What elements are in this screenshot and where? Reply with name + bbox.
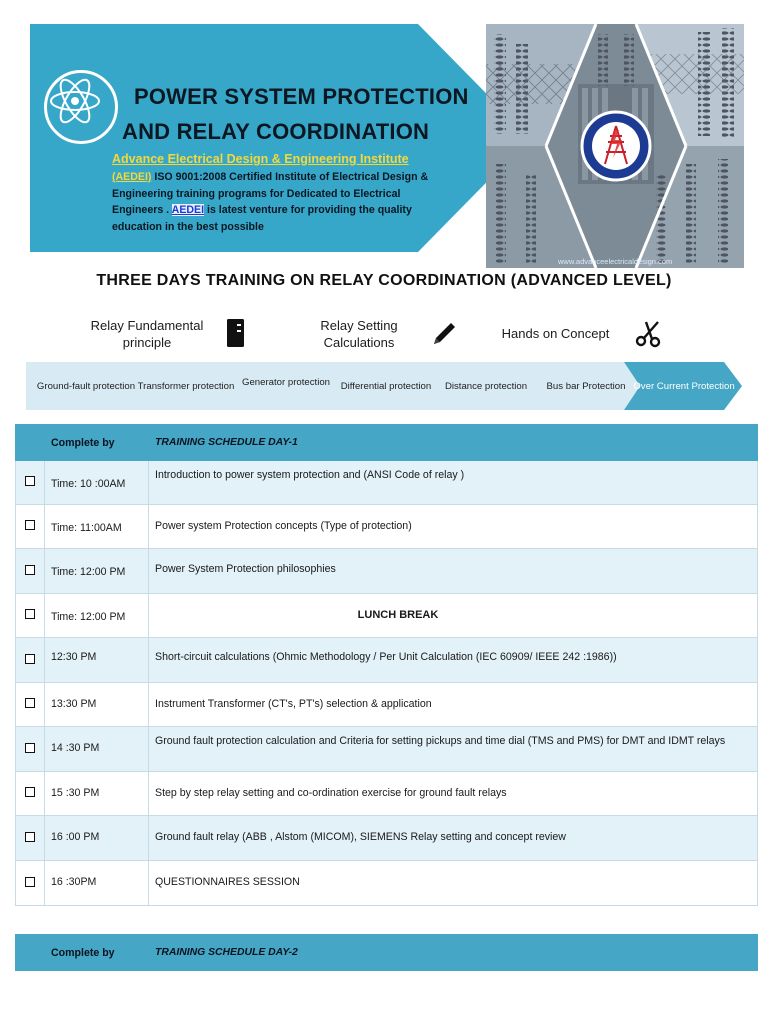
checkbox[interactable] (25, 520, 35, 530)
website-watermark: www.advanceelectricaldesign.com (558, 257, 673, 266)
pen-icon (430, 318, 460, 353)
table-header (16, 425, 758, 461)
table-row (16, 549, 758, 594)
topic-relay-setting: Relay Setting Calculations (320, 318, 398, 350)
schedule-table-day-2 (15, 934, 758, 971)
page-title-line-2: AND RELAY COORDINATION (122, 119, 430, 144)
table-row (16, 638, 758, 683)
aedei-abbr-link[interactable]: (AEDEI) (112, 171, 152, 183)
checkbox[interactable] (25, 565, 35, 575)
row-time: 12:30 PM (45, 638, 149, 683)
row-time: 16 :00 PM (45, 816, 149, 861)
process-label: Generator protection (242, 376, 330, 388)
table-row (16, 505, 758, 549)
institute-description (112, 169, 442, 235)
process-label: Ground-fault protection (36, 380, 136, 392)
row-description: QUESTIONNAIRES SESSION (149, 861, 758, 906)
complete-by-header: Complete by (45, 935, 149, 971)
scissors-icon (634, 318, 664, 353)
row-time: Time: 12:00 PM (45, 549, 149, 594)
table-row (16, 594, 758, 638)
row-description: Ground fault protection calculation and Criteria for setting pickups and time dial (TMS and PMS) for DMT and IDMT relays (149, 727, 758, 772)
table-row (16, 816, 758, 861)
table-row (16, 683, 758, 727)
row-time: 16 :30PM (45, 861, 149, 906)
aedei-link[interactable]: AEDEI (171, 204, 205, 216)
process-step-over-current (624, 362, 744, 410)
description-text-2: is latest venture for providing the quality education in the best possible (112, 204, 412, 233)
checkbox[interactable] (25, 609, 35, 619)
row-description: Short-circuit calculations (Ohmic Methodology / Per Unit Calculation (IEC 60909/ IEEE 242 :1986)) (149, 638, 758, 683)
process-label: Differential protection (340, 380, 432, 392)
schedule-title: TRAINING SCHEDULE DAY-1 (149, 425, 758, 461)
table-row (16, 727, 758, 772)
row-description: Introduction to power system protection and (ANSI Code of relay ) (149, 461, 758, 505)
row-description: Ground fault relay (ABB , Alstom (MICOM), SIEMENS Relay setting and concept review (149, 816, 758, 861)
table-row (16, 772, 758, 816)
table-header (16, 935, 758, 971)
table-row (16, 461, 758, 505)
row-time: 15 :30 PM (45, 772, 149, 816)
schedule-table-day-1 (15, 424, 758, 906)
complete-by-header: Complete by (45, 425, 149, 461)
process-label: Transformer protection (137, 380, 235, 392)
schedule-title: TRAINING SCHEDULE DAY-2 (149, 935, 758, 971)
lunch-break-label: LUNCH BREAK (357, 609, 439, 621)
checkbox[interactable] (25, 787, 35, 797)
checkbox[interactable] (25, 698, 35, 708)
row-description: Power system Protection concepts (Type of protection) (149, 505, 758, 549)
row-time: Time: 12:00 PM (45, 594, 149, 638)
description-text-1: ISO 9001:2008 Certified Institute of Electrical Design & Engineering training programs for Dedicated to Electrical Engineers . (112, 171, 429, 216)
checkbox[interactable] (25, 654, 35, 664)
row-time: 14 :30 PM (45, 727, 149, 772)
checkbox[interactable] (25, 743, 35, 753)
process-label: Distance protection (444, 380, 528, 392)
page-title-line-1: POWER SYSTEM PROTECTION (134, 84, 469, 109)
checkbox[interactable] (25, 832, 35, 842)
process-label: Bus bar Protection (546, 380, 626, 392)
checkbox[interactable] (25, 476, 35, 486)
row-time: Time: 10 :00AM (45, 461, 149, 505)
topic-relay-fundamental: Relay Fundamental principle (90, 318, 204, 350)
book-icon (226, 318, 246, 353)
atom-icon (44, 70, 118, 144)
process-label: Over Current Protection (633, 380, 735, 392)
table-row (16, 861, 758, 906)
institute-name-link[interactable]: Advance Electrical Design & Engineering Institute (112, 152, 409, 166)
checkbox[interactable] (25, 877, 35, 887)
substation-photo-collage (486, 24, 744, 268)
row-time: 13:30 PM (45, 683, 149, 727)
topic-hands-on: Hands on Concept (501, 326, 610, 341)
row-description: Power System Protection philosophies (149, 549, 758, 594)
training-heading: THREE DAYS TRAINING ON RELAY COORDINATION (ADVANCED LEVEL) (96, 272, 672, 289)
row-description: Instrument Transformer (CT's, PT's) selection & application (149, 683, 758, 727)
row-time: Time: 11:00AM (45, 505, 149, 549)
institute-emblem-icon (582, 112, 650, 180)
header-banner (30, 24, 530, 252)
row-description: Step by step relay setting and co-ordination exercise for ground fault relays (149, 772, 758, 816)
